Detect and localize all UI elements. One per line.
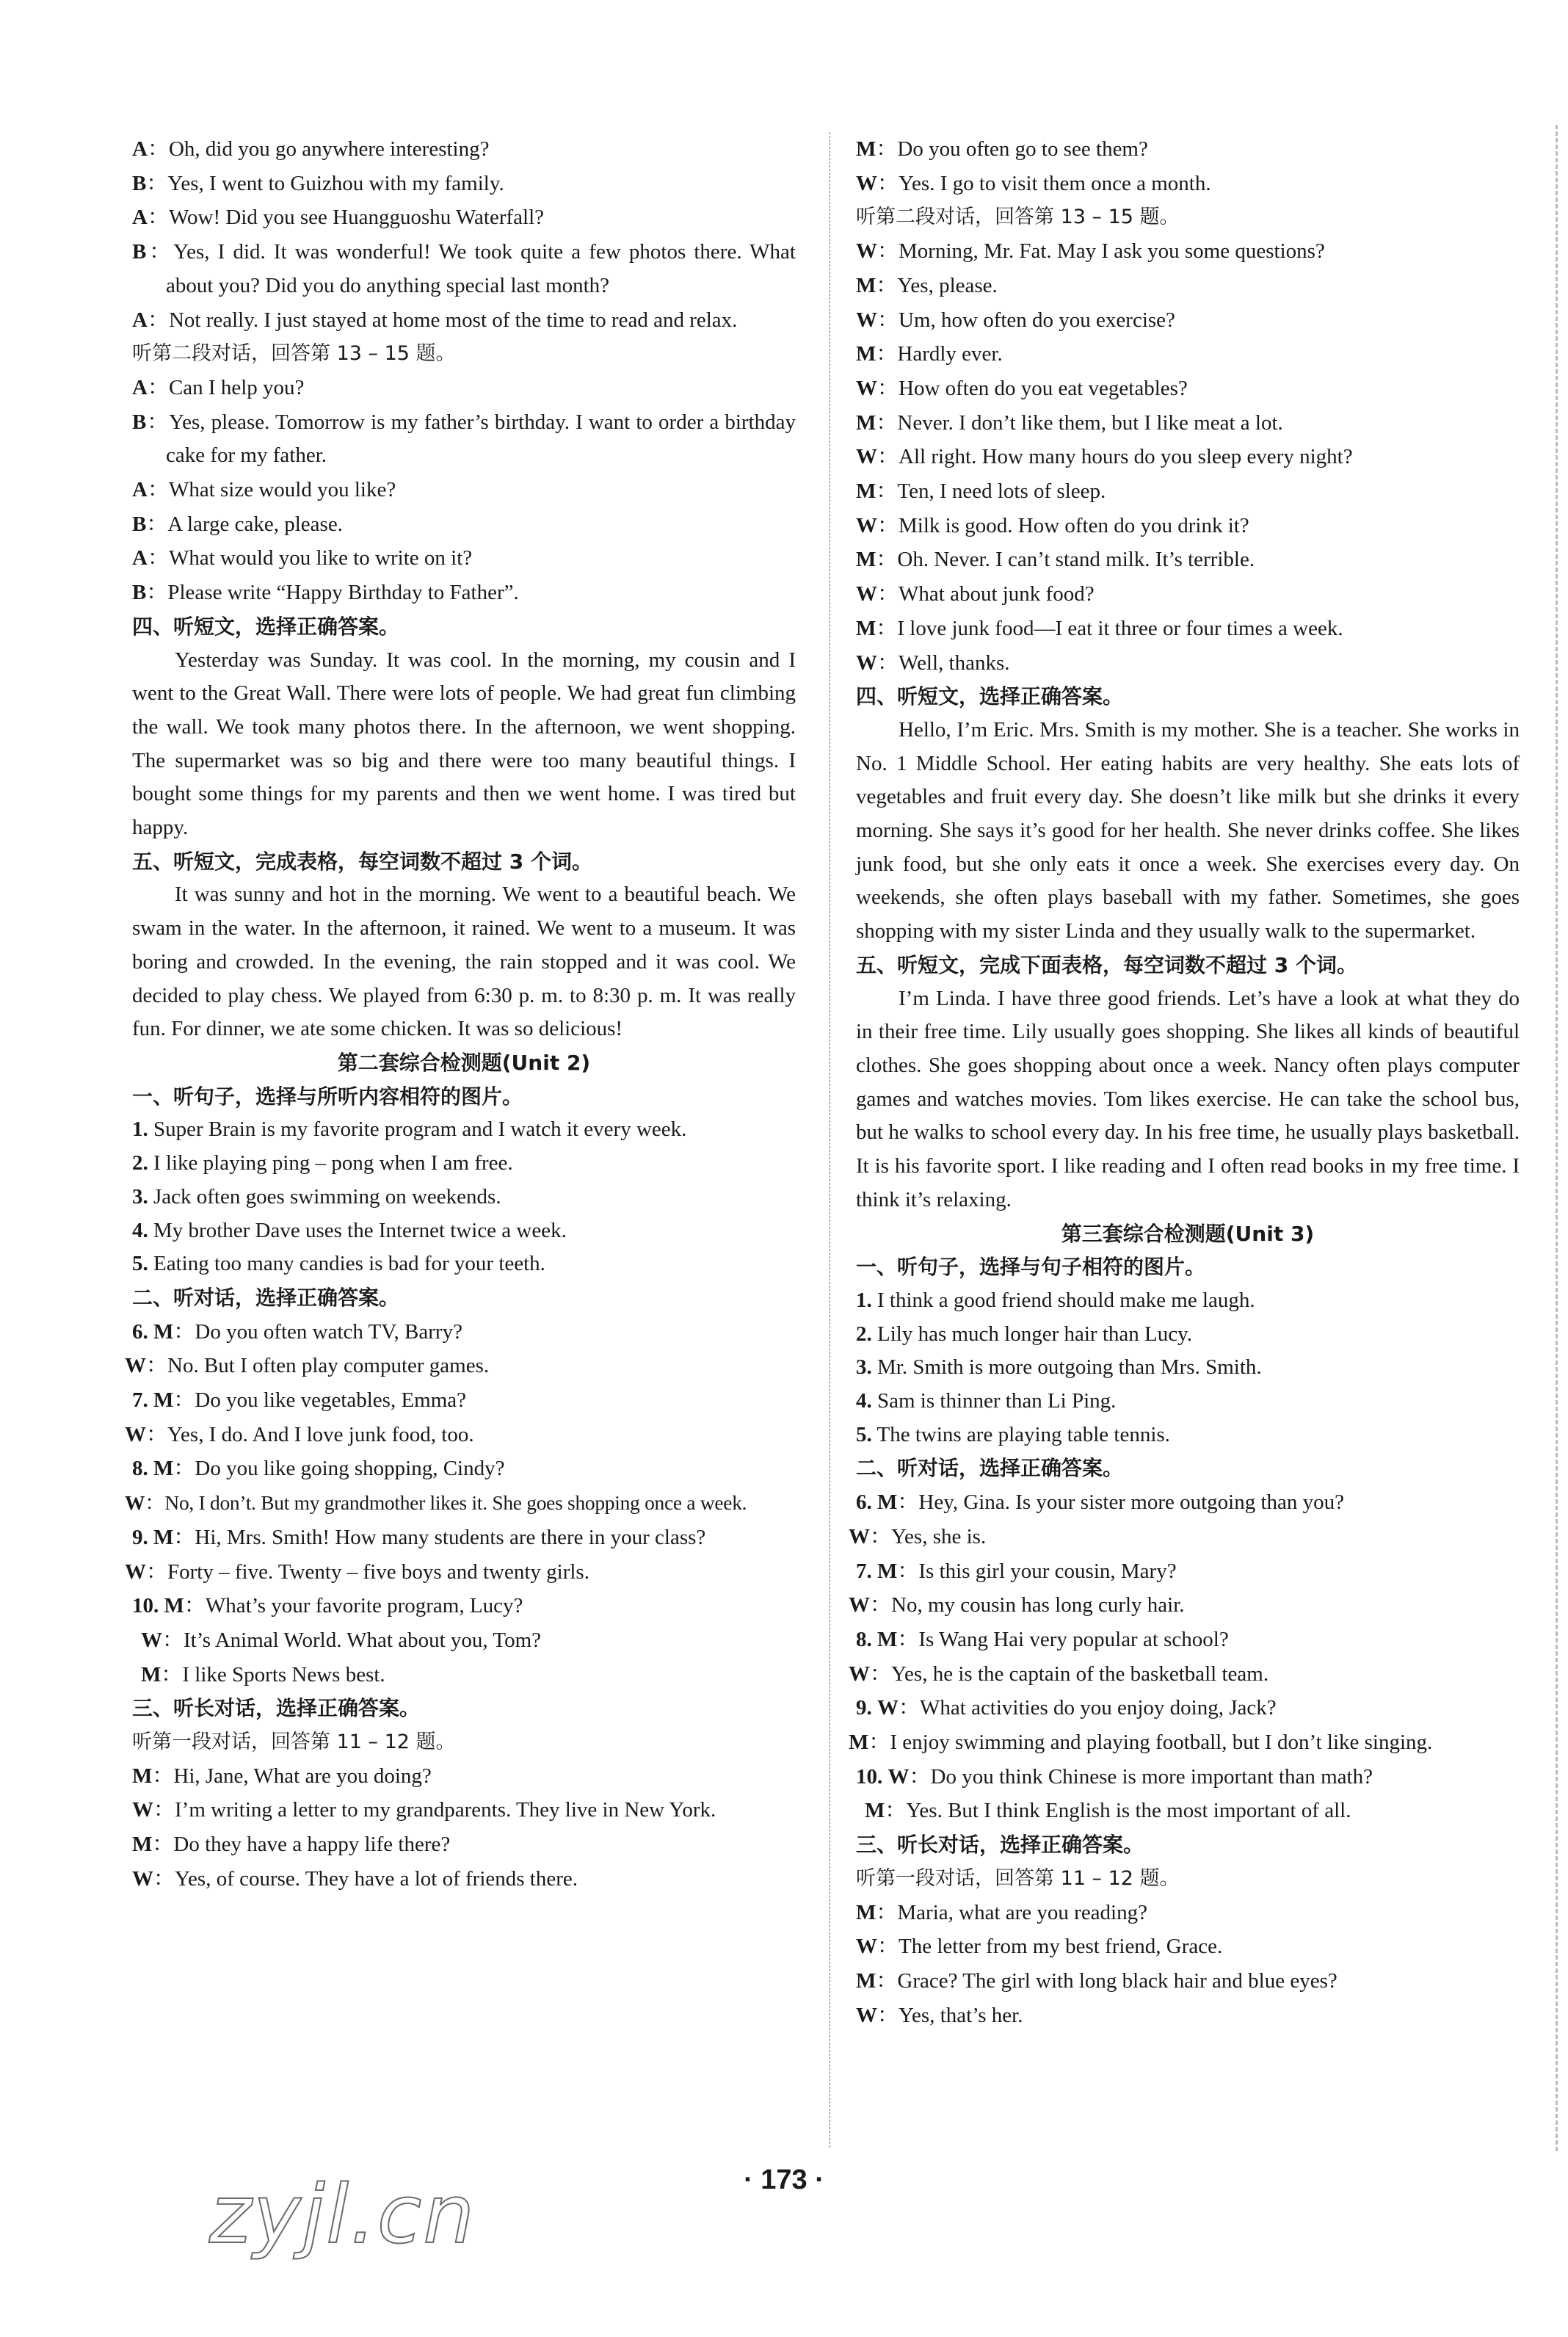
- line-text: I like playing ping – pong when I am free.: [153, 1151, 513, 1175]
- line-text: Never. I don’t like them, but I like meat a lot.: [897, 410, 1283, 435]
- line-text: Grace? The girl with long black hair and blue eyes?: [897, 1968, 1337, 1993]
- question-number: 3.: [856, 1355, 872, 1380]
- line-text: 第二套综合检测题(Unit 2): [337, 1050, 591, 1075]
- dialogue-line: W：No, my cousin has long curly hair.: [849, 1592, 1185, 1617]
- speaker-label: M: [132, 1764, 153, 1788]
- speaker-label: M: [164, 1594, 184, 1618]
- line-text: The letter from my best friend, Grace.: [899, 1935, 1223, 1959]
- dialogue-line: W：How often do you eat vegetables?: [856, 374, 1188, 400]
- line-text: I’m writing a letter to my grandparents. They live in New York.: [175, 1798, 716, 1822]
- speaker-label: M: [849, 1731, 869, 1755]
- speaker-label: M: [877, 1559, 898, 1583]
- question-number: 7.: [856, 1559, 872, 1583]
- dialogue-line: W：Yes, of course. They have a lot of friends there.: [132, 1865, 578, 1891]
- dialogue-line: A：Wow! Did you see Huangguoshu Waterfall?: [132, 204, 544, 230]
- line-text: Not really. I just stayed at home most of the time to read and relax.: [168, 308, 738, 332]
- speaker-label: W: [125, 1354, 146, 1378]
- line-text: Lily has much longer hair than Lucy.: [877, 1322, 1192, 1346]
- dialogue-line: W：Yes, that’s her.: [856, 2001, 1023, 2027]
- speaker-label: B: [132, 410, 147, 434]
- line-text: Yes, please.: [897, 273, 998, 297]
- section-heading: [132, 1692, 796, 1725]
- line-text: 一、听句子，选择与句子相符的图片。: [856, 1255, 1206, 1280]
- line-text: 四、听短文，选择正确答案。: [132, 614, 400, 639]
- line-text: What activities do you enjoy doing, Jack?: [920, 1696, 1277, 1720]
- line-text: Is Wang Hai very popular at school?: [918, 1627, 1229, 1651]
- line-text: Hey, Gina. Is your sister more outgoing than you?: [918, 1490, 1345, 1515]
- question-number: 6.: [132, 1319, 148, 1344]
- line-text: Can I help you?: [168, 375, 305, 399]
- speaker-label: M: [877, 1627, 898, 1651]
- speaker-label: M: [877, 1490, 898, 1515]
- line-text: 二、听对话，选择正确答案。: [132, 1285, 400, 1310]
- speaker-label: M: [153, 1388, 174, 1413]
- line-text: My brother Dave uses the Internet twice a week.: [153, 1218, 567, 1242]
- line-text: Hello, I’m Eric. Mrs. Smith is my mother. She is a teacher. She works in No. 1 Middle School. Her eating habits are very healthy. She eats lots of vegetables and fruit every day. She doesn’t like milk but she drinks it every morning. She says it’s good for her health. She never drinks coffee. She likes junk food, but she only eats it once a week. She exercises every day. On weekends, she often plays baseball with my father. Sometimes, she goes shopping with my sister Linda and they usually walk to the supermarket.: [856, 717, 1520, 943]
- speaker-label: B: [132, 581, 147, 605]
- dialogue-instruction: [132, 337, 796, 371]
- line-text: Yes, I do. And I love junk food, too.: [167, 1422, 474, 1446]
- speaker-label: A: [132, 137, 148, 161]
- question-item: 9. M：Hi, Mrs. Smith! How many students are there in your class?: [132, 1523, 706, 1549]
- dialogue-line: M：Hardly ever.: [856, 341, 1003, 366]
- line-text: A large cake, please.: [167, 512, 343, 536]
- section-heading: [132, 610, 796, 644]
- dialogue-line: B：Yes, I went to Guizhou with my family.: [132, 170, 504, 195]
- right-column: [849, 132, 1520, 2032]
- passage-paragraph: [132, 644, 796, 845]
- question-item: 6. M：Do you often watch TV, Barry?: [132, 1318, 462, 1344]
- line-text: 一、听句子，选择与所听内容相符的图片。: [132, 1084, 523, 1109]
- line-text: 五、听短文，完成表格，每空词数不超过 3 个词。: [132, 849, 592, 874]
- question-number: 4.: [132, 1218, 148, 1242]
- dialogue-line: B：Yes, please. Tomorrow is my father’s birthday. I want to order a birthday cake for my father.: [132, 408, 796, 468]
- line-text: Morning, Mr. Fat. May I ask you some questions?: [899, 239, 1325, 264]
- line-text: 听第一段对话，回答第 11 – 12 题。: [856, 1866, 1180, 1890]
- question-number: 9.: [132, 1525, 148, 1549]
- line-text: Is this girl your cousin, Mary?: [918, 1559, 1177, 1583]
- dialogue-line: M：Grace? The girl with long black hair and blue eyes?: [856, 1967, 1337, 1993]
- line-text: Do you often watch TV, Barry?: [195, 1319, 462, 1344]
- question-item: 10. M：What’s your favorite program, Lucy?: [132, 1593, 523, 1618]
- speaker-label: A: [132, 206, 148, 230]
- line-text: No. But I often play computer games.: [167, 1354, 490, 1378]
- line-text: Oh. Never. I can’t stand milk. It’s terrible.: [897, 548, 1255, 572]
- question-number: 3.: [132, 1184, 148, 1209]
- line-text: 三、听长对话，选择正确答案。: [132, 1696, 421, 1721]
- dialogue-line: A：What would you like to write on it?: [132, 545, 473, 570]
- speaker-label: W: [888, 1764, 910, 1789]
- dialogue-line: A：Not really. I just stayed at home most of the time to read and relax.: [132, 306, 738, 332]
- line-text: Um, how often do you exercise?: [899, 308, 1175, 332]
- question-number: 10.: [856, 1764, 883, 1789]
- dialogue-line: W：Yes, he is the captain of the basketball team.: [849, 1660, 1269, 1686]
- speaker-label: M: [153, 1525, 174, 1549]
- question-item: [132, 1147, 796, 1181]
- question-item: 7. M：Do you like vegetables, Emma?: [132, 1387, 467, 1413]
- speaker-label: M: [856, 548, 876, 572]
- speaker-label: W: [856, 171, 877, 195]
- speaker-label: W: [856, 513, 877, 537]
- test-set-title: [856, 1217, 1520, 1251]
- line-text: What’s your favorite program, Lucy?: [205, 1594, 523, 1618]
- dialogue-line: M：I like Sports News best.: [141, 1661, 385, 1686]
- dialogue-line: W：Morning, Mr. Fat. May I ask you some questions?: [856, 238, 1325, 264]
- speaker-label: M: [856, 342, 876, 366]
- line-text: Yes, she is.: [891, 1524, 987, 1548]
- speaker-label: A: [132, 546, 148, 570]
- line-text: 五、听短文，完成下面表格，每空词数不超过 3 个词。: [856, 952, 1357, 977]
- speaker-label: M: [856, 616, 876, 640]
- speaker-label: W: [856, 308, 877, 332]
- line-text: I love junk food—I eat it three or four times a week.: [897, 616, 1343, 640]
- speaker-label: W: [849, 1662, 870, 1686]
- question-number: 8.: [856, 1627, 872, 1651]
- section-heading: [132, 845, 796, 879]
- line-text: Do they have a happy life there?: [173, 1833, 451, 1857]
- dialogue-line: W：What about junk food?: [856, 581, 1095, 606]
- dialogue-instruction: [856, 200, 1520, 234]
- line-text: Well, thanks.: [899, 651, 1010, 675]
- dialogue-line: M：Do they have a happy life there?: [132, 1831, 451, 1857]
- page-edge-dashes: [1556, 125, 1558, 2151]
- line-text: Hi, Mrs. Smith! How many students are there in your class?: [195, 1525, 706, 1549]
- line-text: Ten, I need lots of sleep.: [897, 479, 1106, 504]
- line-text: Forty – five. Twenty – five boys and twenty girls.: [167, 1559, 589, 1584]
- line-text: 三、听长对话，选择正确答案。: [856, 1833, 1144, 1858]
- line-text: I think a good friend should make me laugh.: [877, 1288, 1255, 1312]
- line-text: 听第二段对话，回答第 13 – 15 题。: [856, 206, 1180, 229]
- section-heading: [856, 949, 1520, 982]
- speaker-label: W: [132, 1866, 153, 1891]
- dialogue-line: M：I enjoy swimming and playing football, but I don’t like singing.: [849, 1729, 1433, 1755]
- page-number: · 173 ·: [744, 2164, 824, 2195]
- line-text: Yes, he is the captain of the basketball team.: [891, 1662, 1269, 1686]
- line-text: Eating too many candies is bad for your teeth.: [153, 1252, 545, 1276]
- section-heading: [856, 1828, 1520, 1862]
- line-text: It was sunny and hot in the morning. We went to a beautiful beach. We swam in the water. In the afternoon, it rained. We went to a museum. It was boring and crowded. In the evening, the rain stopped and it was cool. We decided to play chess. We played from 6:30 p. m. to 8:30 p. m. It was really fun. For dinner, we ate some chicken. It was so delicious!: [132, 883, 796, 1041]
- dialogue-line: W：It’s Animal World. What about you, Tom?: [141, 1626, 541, 1652]
- speaker-label: W: [125, 1491, 145, 1515]
- dialogue-line: B：Please write “Happy Birthday to Father”.: [132, 579, 519, 605]
- question-item: [132, 1113, 796, 1147]
- line-text: What about junk food?: [899, 582, 1095, 606]
- line-text: Milk is good. How often do you drink it?: [899, 513, 1249, 537]
- speaker-label: M: [141, 1662, 161, 1686]
- speaker-label: M: [856, 273, 876, 297]
- dialogue-line: W：Um, how often do you exercise?: [856, 306, 1175, 332]
- dialogue-line: M：Yes. But I think English is the most important of all.: [865, 1797, 1351, 1823]
- speaker-label: W: [849, 1524, 870, 1548]
- speaker-label: W: [849, 1593, 870, 1617]
- speaker-label: W: [856, 1935, 877, 1959]
- question-item: 8. M：Is Wang Hai very popular at school?: [856, 1626, 1229, 1651]
- line-text: I’m Linda. I have three good friends. Let’s have a look at what they do in their free time. Lily usually goes shopping. She likes all kinds of beautiful clothes. She goes shopping about once a week. Nancy often plays computer games and watches movies. Tom likes exercise. He can take the school bus, but he walks to school every day. In his free time, he usually plays basketball. It is his favorite sport. I like reading and I often read books in my free time. I think it’s relaxing.: [856, 986, 1520, 1211]
- passage-paragraph: [132, 878, 796, 1046]
- section-heading: [856, 1250, 1520, 1284]
- passage-paragraph: [856, 714, 1520, 949]
- question-item: 6. M：Hey, Gina. Is your sister more outgoing than you?: [856, 1489, 1345, 1515]
- question-number: 4.: [856, 1389, 872, 1413]
- speaker-label: M: [856, 1968, 876, 1993]
- line-text: No, my cousin has long curly hair.: [891, 1593, 1185, 1617]
- dialogue-line: A：Can I help you?: [132, 374, 305, 399]
- section-heading: [856, 680, 1520, 714]
- line-text: 二、听对话，选择正确答案。: [856, 1456, 1124, 1481]
- line-text: All right. How many hours do you sleep every night?: [899, 445, 1353, 469]
- dialogue-line: W：Yes. I go to visit them once a month.: [856, 170, 1211, 195]
- speaker-label: W: [856, 582, 877, 606]
- question-item: 9. W：What activities do you enjoy doing, Jack?: [856, 1695, 1277, 1720]
- dialogue-line: W：Yes, I do. And I love junk food, too.: [125, 1421, 474, 1446]
- line-text: 四、听短文，选择正确答案。: [856, 684, 1124, 709]
- question-number: 5.: [132, 1252, 148, 1276]
- dialogue-line: W：Milk is good. How often do you drink it?: [856, 512, 1249, 537]
- question-item: [856, 1284, 1520, 1318]
- dialogue-line: M：Ten, I need lots of sleep.: [856, 478, 1106, 504]
- dialogue-line: B：A large cake, please.: [132, 510, 343, 536]
- question-number: 1.: [132, 1117, 148, 1142]
- dialogue-line: A：What size would you like?: [132, 477, 396, 502]
- line-text: Wow! Did you see Huangguoshu Waterfall?: [168, 206, 544, 230]
- line-text: Jack often goes swimming on weekends.: [153, 1184, 501, 1209]
- question-item: [132, 1181, 796, 1214]
- speaker-label: B: [132, 171, 147, 195]
- line-text: 第三套综合检测题(Unit 3): [1061, 1221, 1315, 1246]
- dialogue-line: W：Yes, she is.: [849, 1523, 987, 1548]
- speaker-label: W: [125, 1422, 146, 1446]
- line-text: Yes, please. Tomorrow is my father’s birthday. I want to order a birthday cake for my father.: [166, 410, 796, 468]
- dialogue-line: M：I love junk food—I eat it three or four times a week.: [856, 615, 1343, 640]
- passage-paragraph: [856, 982, 1520, 1217]
- question-item: 10. W：Do you think Chinese is more important than math?: [856, 1763, 1373, 1789]
- question-number: 6.: [856, 1490, 872, 1515]
- question-number: 5.: [856, 1422, 872, 1446]
- line-text: Yes, I went to Guizhou with my family.: [167, 171, 504, 195]
- line-text: Hardly ever.: [897, 342, 1003, 366]
- question-item: [856, 1418, 1520, 1452]
- line-text: Yes, of course. They have a lot of friends there.: [175, 1866, 578, 1891]
- dialogue-instruction: [132, 1725, 796, 1759]
- line-text: Do you often go to see them?: [897, 137, 1148, 161]
- left-column: [125, 132, 796, 1896]
- line-text: What would you like to write on it?: [168, 546, 473, 570]
- speaker-label: W: [856, 651, 877, 675]
- speaker-label: W: [877, 1696, 899, 1720]
- speaker-label: W: [856, 445, 877, 469]
- question-number: 10.: [132, 1594, 159, 1618]
- dialogue-line: W：Forty – five. Twenty – five boys and twenty girls.: [125, 1558, 589, 1584]
- dialogue-line: B：Yes, I did. It was wonderful! We took quite a few photos there. What about you? Did you do anything special last month?: [132, 239, 796, 297]
- question-number: 1.: [856, 1288, 872, 1312]
- dialogue-line: W：I’m writing a letter to my grandparents. They live in New York.: [132, 1797, 716, 1822]
- test-set-title: [132, 1046, 796, 1080]
- speaker-label: M: [856, 479, 876, 504]
- speaker-label: M: [153, 1457, 174, 1481]
- question-item: 8. M：Do you like going shopping, Cindy?: [132, 1455, 505, 1481]
- line-text: The twins are playing table tennis.: [876, 1422, 1170, 1446]
- speaker-label: M: [856, 410, 876, 435]
- line-text: Do you like vegetables, Emma?: [195, 1388, 467, 1413]
- question-item: 7. M：Is this girl your cousin, Mary?: [856, 1557, 1177, 1583]
- section-heading: [132, 1281, 796, 1315]
- line-text: Do you think Chinese is more important than math?: [930, 1764, 1373, 1789]
- dialogue-instruction: [856, 1862, 1520, 1896]
- line-text: Sam is thinner than Li Ping.: [877, 1389, 1117, 1413]
- dialogue-line: W：The letter from my best friend, Grace.: [856, 1933, 1223, 1959]
- question-number: 8.: [132, 1457, 148, 1481]
- speaker-label: A: [132, 478, 148, 502]
- line-text: Yes. But I think English is the most important of all.: [906, 1799, 1351, 1823]
- line-text: 听第二段对话，回答第 13 – 15 题。: [132, 342, 456, 366]
- line-text: What size would you like?: [168, 478, 396, 502]
- dialogue-line: M：Maria, what are you reading?: [856, 1899, 1147, 1924]
- speaker-label: W: [132, 1798, 153, 1822]
- question-item: [132, 1214, 796, 1248]
- line-text: Yes, that’s her.: [899, 2003, 1023, 2027]
- dialogue-line: M：Never. I don’t like them, but I like meat a lot.: [856, 409, 1283, 435]
- line-text: 听第一段对话，回答第 11 – 12 题。: [132, 1731, 456, 1754]
- line-text: How often do you eat vegetables?: [899, 376, 1188, 400]
- speaker-label: M: [153, 1319, 174, 1344]
- question-number: 2.: [856, 1322, 872, 1346]
- question-item: [856, 1318, 1520, 1352]
- speaker-label: A: [132, 308, 148, 332]
- question-number: 9.: [856, 1696, 872, 1720]
- dialogue-line: M：Oh. Never. I can’t stand milk. It’s terrible.: [856, 546, 1255, 572]
- question-item: [856, 1351, 1520, 1385]
- line-text: Super Brain is my favorite program and I watch it every week.: [153, 1117, 687, 1142]
- question-item: [856, 1385, 1520, 1418]
- dialogue-line: A：Oh, did you go anywhere interesting?: [132, 136, 490, 161]
- speaker-label: B: [132, 240, 147, 264]
- line-text: I enjoy swimming and playing football, but I don’t like singing.: [890, 1731, 1433, 1755]
- dialogue-line: W：No. But I often play computer games.: [125, 1352, 490, 1378]
- dialogue-line: M：Do you often go to see them?: [856, 136, 1148, 161]
- watermark-logo: zyjl.cn: [209, 2167, 476, 2261]
- line-text: Mr. Smith is more outgoing than Mrs. Smith.: [877, 1355, 1262, 1380]
- line-text: It’s Animal World. What about you, Tom?: [184, 1628, 541, 1652]
- line-text: I like Sports News best.: [182, 1662, 385, 1686]
- speaker-label: W: [856, 2003, 877, 2027]
- question-number: 7.: [132, 1388, 148, 1413]
- line-text: Oh, did you go anywhere interesting?: [168, 137, 490, 161]
- line-text: Hi, Jane, What are you doing?: [173, 1764, 432, 1788]
- line-text: No, I don’t. But my grandmother likes it. She goes shopping once a week.: [164, 1491, 747, 1515]
- section-heading: [132, 1080, 796, 1114]
- speaker-label: M: [856, 137, 876, 161]
- question-item: [132, 1247, 796, 1281]
- speaker-label: A: [132, 375, 148, 399]
- line-text: Yesterday was Sunday. It was cool. In the morning, my cousin and I went to the Great Wall. There were lots of people. We had great fun climbing the wall. We took many photos there. In the afternoon, we went shopping. The supermarket was so big and there were too many beautiful things. I bought some things for my parents and then we went home. I was tired but happy.: [132, 648, 796, 840]
- speaker-label: B: [132, 512, 147, 536]
- dialogue-line: W：No, I don’t. But my grandmother likes it. She goes shopping once a week.: [125, 1491, 747, 1515]
- line-text: Do you like going shopping, Cindy?: [195, 1457, 505, 1481]
- speaker-label: W: [125, 1559, 146, 1584]
- line-text: Yes, I did. It was wonderful! We took quite a few photos there. What about you? Did you do anything special last month?: [166, 240, 796, 297]
- line-text: Maria, what are you reading?: [897, 1900, 1147, 1924]
- line-text: Yes. I go to visit them once a month.: [899, 171, 1211, 195]
- speaker-label: M: [132, 1833, 153, 1857]
- speaker-label: M: [865, 1799, 885, 1823]
- speaker-label: M: [856, 1900, 876, 1924]
- dialogue-line: W：Well, thanks.: [856, 649, 1010, 675]
- speaker-label: W: [856, 376, 877, 400]
- line-text: Please write “Happy Birthday to Father”.: [167, 581, 519, 605]
- section-heading: [856, 1452, 1520, 1485]
- dialogue-line: M：Yes, please.: [856, 272, 998, 297]
- question-number: 2.: [132, 1151, 148, 1175]
- dialogue-line: M：Hi, Jane, What are you doing?: [132, 1762, 432, 1788]
- speaker-label: W: [856, 239, 877, 264]
- speaker-label: W: [141, 1628, 162, 1652]
- dialogue-line: W：All right. How many hours do you sleep every night?: [856, 443, 1353, 469]
